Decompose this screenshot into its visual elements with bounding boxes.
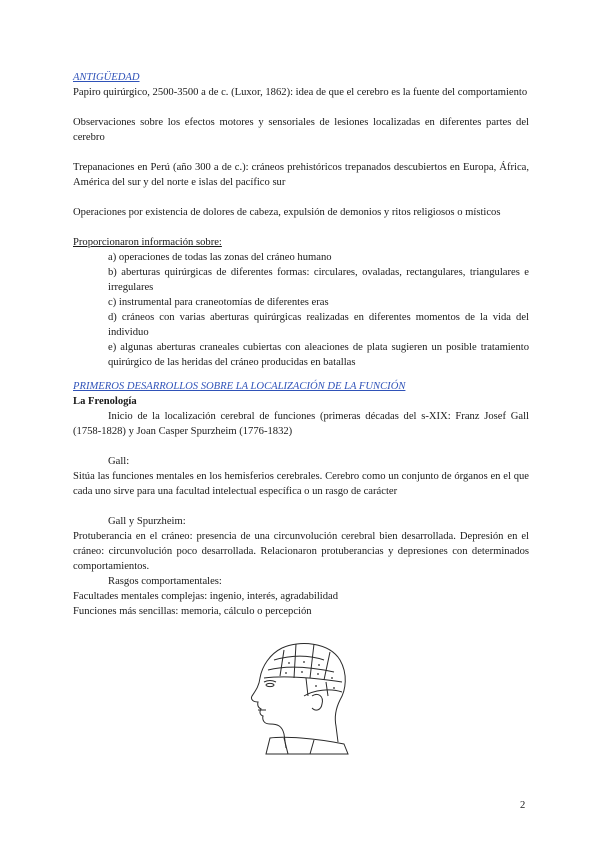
subheading-frenologia: La Frenología bbox=[73, 396, 137, 407]
list-item: d) cráneos con varias aberturas quirúrgicas realizadas en diferentes momentos de la vida del individuo bbox=[108, 312, 529, 338]
label-rasgos: Rasgos comportamentales: bbox=[108, 576, 222, 587]
list-item: b) aberturas quirúrgicas de diferentes formas: circulares, ovaladas, rectangulares, triangulares e irregulares bbox=[108, 267, 529, 293]
page-content bbox=[73, 70, 529, 619]
info-list bbox=[73, 250, 529, 370]
label-gall-spurzheim: Gall y Spurzheim: bbox=[108, 516, 186, 527]
paragraph-intro: Inicio de la localización cerebral de funciones (primeras décadas del s-XIX: Franz Josef Gall (1758-1828) y Joan Casper Spurzheim (1776-1832) bbox=[73, 411, 529, 437]
list-title: Proporcionaron información sobre: bbox=[73, 237, 222, 248]
trait-line: Funciones más sencillas: memoria, cálculo o percepción bbox=[73, 606, 312, 617]
section-heading-primeros-desarrollos: PRIMEROS DESARROLLOS SOBRE LA LOCALIZACIÓN DE LA FUNCIÓN bbox=[73, 381, 406, 392]
paragraph-gall-spurzheim: Protuberancia en el cráneo: presencia de una circunvolución cerebral bien desarrollada. Depresión en el cráneo: circunvolución poco desarrollada. Relacionaron protuberancias y depresiones con determinados comportamientos. bbox=[73, 531, 529, 572]
list-item: c) instrumental para craneotomías de diferentes eras bbox=[108, 297, 329, 308]
paragraph-observaciones: Observaciones sobre los efectos motores y sensoriales de lesiones localizadas en diferentes partes del cerebro bbox=[73, 117, 529, 143]
phrenology-head-drawing bbox=[244, 638, 354, 756]
label-gall: Gall: bbox=[108, 456, 130, 467]
page-number: 2 bbox=[520, 800, 526, 811]
list-item: a) operaciones de todas las zonas del cráneo humano bbox=[108, 252, 332, 263]
trait-line: Facultades mentales complejas: ingenio, interés, agradabilidad bbox=[73, 591, 339, 602]
paragraph-gall: Sitúa las funciones mentales en los hemisferios cerebrales. Cerebro como un conjunto de órganos en el que cada uno sirve para una facultad intelectual específica o un rasgo de carácter bbox=[73, 471, 529, 497]
list-item: e) algunas aberturas craneales cubiertas con aleaciones de plata sugieren un posible tratamiento quirúrgico de las heridas del cráneo producidas en batallas bbox=[108, 342, 529, 368]
phrenology-head-illustration bbox=[244, 638, 354, 756]
section-heading-antiguedad: ANTIGÜEDAD bbox=[73, 72, 140, 83]
paragraph-trepanaciones: Trepanaciones en Perú (año 300 a de c.): cráneos prehistóricos trepanados descubiertos en Europa, África, América del sur y del norte e islas del pacífico sur bbox=[73, 162, 529, 188]
paragraph-papiro: Papiro quirúrgico, 2500-3500 a de c. (Luxor, 1862): idea de que el cerebro es la fuente del comportamiento bbox=[73, 87, 528, 98]
paragraph-operaciones: Operaciones por existencia de dolores de cabeza, expulsión de demonios y ritos religiosos o místicos bbox=[73, 207, 501, 218]
